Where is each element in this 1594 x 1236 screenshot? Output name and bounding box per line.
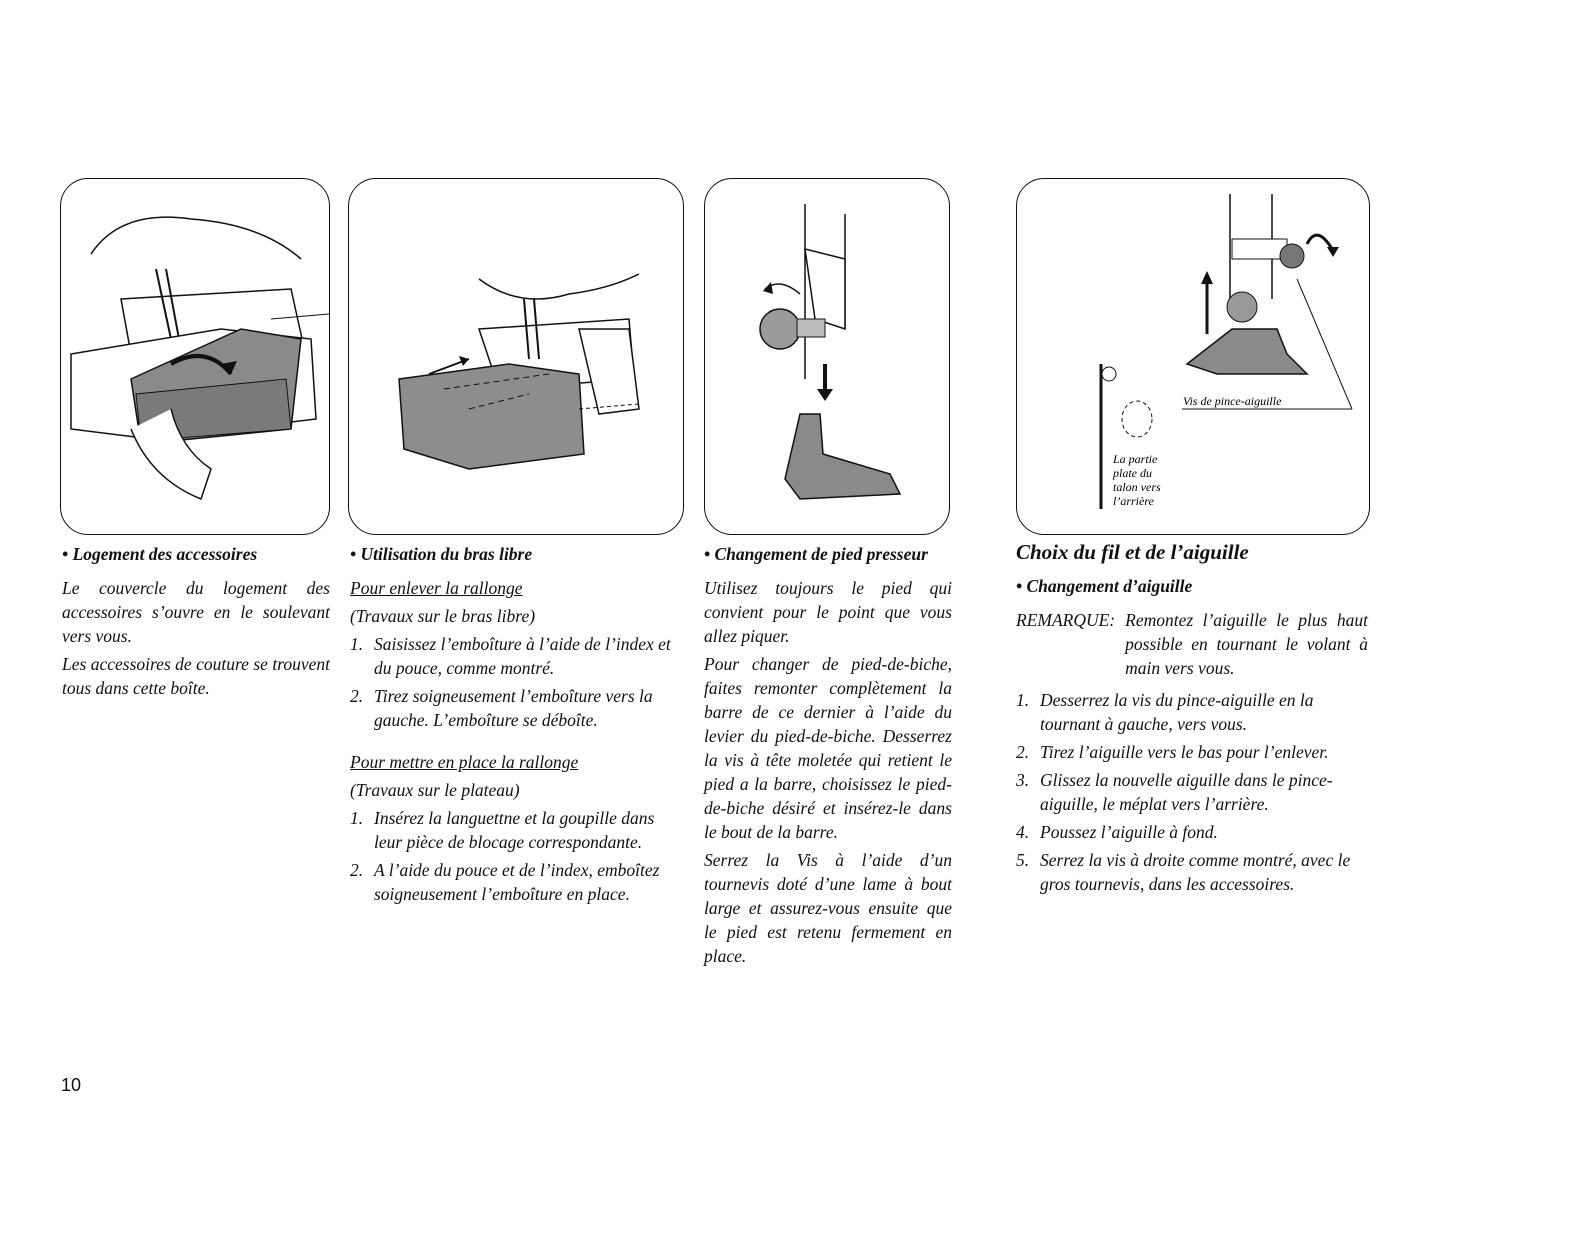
step-text: Tirez soigneusement l’emboîture vers la gauche. L’emboîture se déboîte.	[374, 686, 653, 730]
label-flat-1: La partie	[1113, 452, 1158, 466]
list-item	[1016, 740, 1368, 764]
presser-foot-para-1: Utilisez toujours le pied qui convient pour le point que vous allez piquer.	[704, 578, 952, 646]
install-section-note: (Travaux sur le plateau)	[350, 780, 520, 800]
step-text: Insérez la languettne et la goupille dans leur pièce de blocage correspondante.	[374, 808, 655, 852]
step-number: 5.	[1016, 850, 1030, 870]
list-item	[1016, 688, 1368, 736]
list-item	[1016, 848, 1368, 896]
presser-foot-illustration	[705, 179, 949, 534]
label-screw: Vis de pince-aiguille	[1183, 394, 1282, 408]
presser-foot-para-3: Serrez la Vis à l’aide d’un tournevis doté d’une lame à bout large et assurez-vous ensuite que le pied est retenu fermement en place.	[704, 850, 952, 966]
needle-section-title: Choix du fil et de l’aiguille	[1016, 540, 1249, 564]
label-flat-4: l’arrière	[1113, 494, 1154, 508]
remark	[1016, 608, 1368, 680]
step-number: 1.	[350, 808, 364, 828]
accessory-box-illustration	[61, 179, 329, 534]
free-arm-heading: • Utilisation du bras libre	[350, 544, 533, 564]
step-text: Poussez l’aiguille à fond.	[1040, 822, 1218, 842]
step-number: 1.	[1016, 690, 1030, 710]
accessories-para-1: Le couvercle du logement des accessoires s’ouvre en le soulevant vers vous.	[62, 578, 330, 646]
remove-section-note: (Travaux sur le bras libre)	[350, 606, 536, 626]
accessories-heading: • Logement des accessoires	[62, 544, 258, 564]
step-number: 2.	[350, 860, 364, 880]
list-item	[350, 684, 685, 732]
label-flat-2: plate du	[1113, 466, 1152, 480]
needle-heading: • Changement d’aiguille	[1016, 576, 1193, 596]
list-item	[350, 858, 685, 906]
step-text: A l’aide du pouce et de l’index, emboîtez soigneusement l’emboîture en place.	[374, 860, 660, 904]
list-item	[350, 806, 685, 854]
step-text: Serrez la vis à droite comme montré, avec le gros tournevis, dans les accessoires.	[1040, 850, 1351, 894]
figure-free-arm	[348, 178, 684, 535]
step-number: 4.	[1016, 822, 1030, 842]
install-steps	[350, 806, 685, 906]
step-text: Glissez la nouvelle aiguille dans le pince-aiguille, le méplat vers l’arrière.	[1040, 770, 1333, 814]
step-number: 2.	[350, 686, 364, 706]
column-presser-foot	[704, 542, 952, 972]
presser-foot-heading: • Changement de pied presseur	[704, 544, 928, 564]
page-number: 10	[61, 1075, 82, 1095]
step-text: Desserrez la vis du pince-aiguille en la tournant à gauche, vers vous.	[1040, 690, 1314, 734]
install-section-title: Pour mettre en place la rallonge	[350, 752, 579, 772]
step-text: Tirez l’aiguille vers le bas pour l’enlever.	[1040, 742, 1329, 762]
step-number: 2.	[1016, 742, 1030, 762]
list-item	[1016, 820, 1368, 844]
needle-change-illustration	[1017, 179, 1369, 534]
figure-accessory-box	[60, 178, 330, 535]
column-needle	[1016, 540, 1368, 900]
presser-foot-para-2: Pour changer de pied-de-biche, faites remonter complètement la barre de ce dernier à l’aide du levier du pied-de-biche. Desserrez la vis à tête moletée qui retient le pied a la barre, choisissez le pied-de-biche désiré et insérez-le dans le bout de la barre.	[704, 654, 952, 842]
list-item	[1016, 768, 1368, 816]
accessories-para-2: Les accessoires de couture se trouvent tous dans cette boîte.	[62, 654, 330, 698]
figure-presser-foot	[704, 178, 950, 535]
step-text: Saisissez l’emboîture à l’aide de l’index et du pouce, comme montré.	[374, 634, 671, 678]
step-number: 1.	[350, 634, 364, 654]
needle-steps	[1016, 688, 1368, 896]
column-free-arm	[350, 542, 685, 910]
remark-label: REMARQUE:	[1016, 610, 1116, 630]
remark-text: Remontez l’aiguille le plus haut possible en tournant le volant à main vers vous.	[1125, 610, 1368, 678]
remove-steps	[350, 632, 685, 732]
figure-needle-change	[1016, 178, 1370, 535]
label-flat-3: talon vers	[1113, 480, 1161, 494]
free-arm-illustration	[349, 179, 683, 534]
remove-section-title: Pour enlever la rallonge	[350, 578, 523, 598]
column-accessories	[62, 542, 330, 704]
step-number: 3.	[1016, 770, 1030, 790]
list-item	[350, 632, 685, 680]
